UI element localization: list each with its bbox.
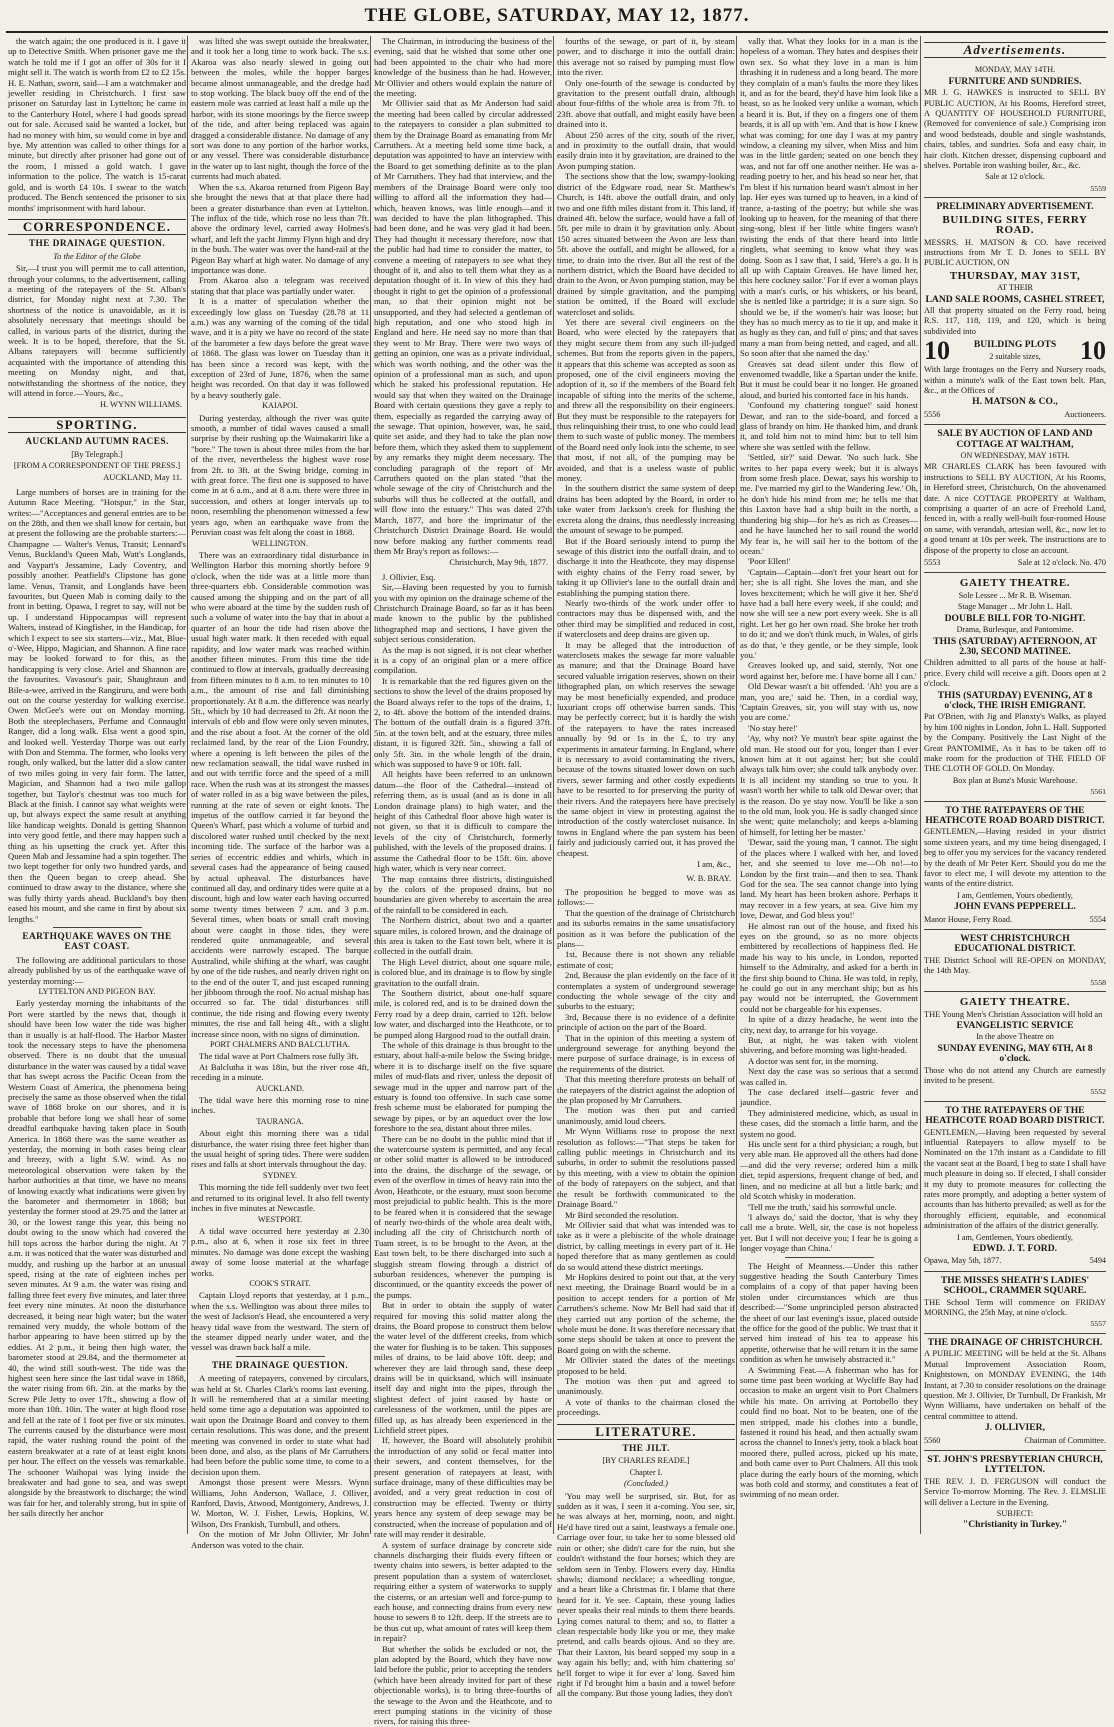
earthquake-intro: The following are additional particulars to those already published by us of the earthquake wave of yesterday morning:— bbox=[8, 954, 186, 986]
heathcote-pepperell-ad bbox=[924, 802, 1106, 930]
ad-title: TO THE RATEPAYERS OF THE HEATHCOTE ROAD BOARD DISTRICT. bbox=[925, 1104, 1105, 1127]
ad-ref: 5560 bbox=[924, 1435, 941, 1445]
story-chapter: Chapter I. bbox=[629, 1467, 663, 1477]
drainage-letter-heading: THE DRAINAGE QUESTION. bbox=[28, 239, 166, 250]
article-paragraph: The Chairman, in introducing the business of the evening, said that he wished that some other one had been appointed to the chair who had more knowledge of the business than he had. However, Mr Ollivier and others would explain the nature of the meeting. bbox=[374, 36, 552, 99]
article-paragraph: The Southern district, about one-half square mile, is colored red, and is to be drained down the Ferry road by a deep drain, carried to 12ft. below low water, and discharged into the Heathcote, or to be pumped along Hargood road to the outfall drain. bbox=[374, 987, 552, 1040]
article-paragraph: In the southern district the same system of deep drains has been adopted by the Board, in order to take water from Jackson's creek for flushing the excreta along the drains, thus needlessly increasing the amount of sewage to be pumped. bbox=[557, 483, 735, 536]
ad-subject-label: SUBJECT: bbox=[996, 1508, 1034, 1518]
masthead-title: THE GLOBE, SATURDAY, MAY 12, 1877. bbox=[364, 5, 750, 26]
article-paragraph: As the map is not signed, it is not clear whether it is a copy of an original plan or a mere office compilation. bbox=[374, 644, 552, 676]
ad-footer bbox=[924, 557, 1106, 569]
ad-footer bbox=[924, 914, 1106, 926]
ad-body: All that property situated on the Ferry road, being R.S. 117, 118, 119, and 120, which is being subdivided into bbox=[924, 305, 1106, 336]
ad-day: MONDAY, MAY 14TH. bbox=[974, 65, 1056, 75]
article-paragraph: The motion was then put and carried unanimously, amid loud cheers. bbox=[557, 1105, 735, 1126]
article-paragraph: 3rd, Because there is no evidence of a definite principle of action on the part of the Board. bbox=[557, 1011, 735, 1033]
article-paragraph: It may be alleged that the introduction of waterclosets makes the sewage far more valuable as manure; and that the Drainage Board have secured valuable irrigation reserves, shown on their lithographed plan, on which reserves the sewage may be most beneficially expended, and produce luxuriant crops off otherwise barren sands. This may be perfectly correct; but it is hardly the wish of the ratepayers to have the rates increased annually by 9d or 1s in the £, to try any experiments in amateur farming. In England, where it is necessary to avoid contaminating the rivers, because of the towns situated lower down on such rivers, sewer farming and other costly expedients have to be resorted to for preserving the purity of their rivers. And the ratepayers here have precisely the same object in view in protesting against the introduction of the costly watercloset nuisance. In towns in England where the pan system has been fairly and judiciously carried out, it has proved the cheapest. bbox=[557, 639, 735, 858]
story-paragraph: Next day the case was so serious that a second was called in. bbox=[740, 1066, 918, 1087]
ad-at: AT THEIR bbox=[997, 283, 1033, 293]
news-item: The Height of Meanness.—Under this rather suggestive heading the South Canterbury Times complains of a copy of that paper having been stolen under circumstances which are thus described:—"Some unprincipled person abstracted the sheet of our last evening's issue, placed outside the office for the good of the public. We trust that it served him instead of his tea to appease his appetite, otherwise that he will return it in the same condition as when he unwisely abstracted it." bbox=[740, 1260, 918, 1365]
article-paragraph: From Akaroa also a telegram was received stating that that place was partially under water. bbox=[191, 275, 369, 296]
article-paragraph: On the motion of Mr John Ollivier, Mr John Anderson was voted to the chair. bbox=[191, 1529, 369, 1550]
ad-ref: 5494 bbox=[1089, 1256, 1106, 1266]
article-paragraph: That this meeting therefore protests on behalf of the ratepayers of the district against the adoption of the plan proposed by Mr Carruthers. bbox=[557, 1074, 735, 1106]
ad-subject: "Christianity in Turkey." bbox=[962, 1519, 1068, 1531]
telegraph-note: [By Telegraph.] bbox=[71, 449, 123, 459]
story-paragraph: Old Dewar wasn't a bit offended. 'Ah! you are a man, you are,' said he. Then, in a cordial way, 'Captain Greaves, sir, you will stay with us, now you are come.' bbox=[740, 681, 918, 723]
ad-manager: Stage Manager ... Mr John L. Hall. bbox=[957, 602, 1073, 612]
waltham-ad bbox=[924, 425, 1106, 573]
article-paragraph: The High Level district, about one square mile, is colored blue, and its drainage is to flow by single gravitation to the outfall drain. bbox=[374, 956, 552, 988]
literature-heading: LITERATURE. bbox=[557, 1424, 735, 1440]
ad-kinds: Drama, Burlesque, and Pantomime. bbox=[956, 625, 1074, 635]
story-text: 'You may well be surprised, sir. But, for as sudden as it was, I seen it a-coming. You see, sir, he was always at her, morning, noon, and night. He'd have tired out a saint, leastways a female one. Carriage over four, to take her to some blessed old ruin or other; she didn't care for the ruin, but she couldn't withstand the four horses; which they are seldom seen in Tenby. Flowers every day. Hindia shawls; diamond necklace; a wheedling tongue, and a heart like a Christmas fir. I blame that there heard for it. Ye see. Captain, these young ladies never speaks their real minds to them there beards. Lying comes natural to them; and so, to flatter a clean respectable body like you or me, they make pretend, and calls beards ojious. And so they are. That their Laxton, his beard sopped my soup in a way again his belly; and, with him chattering so' he'll forget to wipe it for ever a' long. Saved him right if I'd brought him a basin and a towel before all the company. But those young ladies, they don't bbox=[557, 1490, 735, 1699]
article-paragraph: The proposition he begged to move was as follows:— bbox=[557, 886, 735, 908]
article-paragraph: If, however, the Board will absolutely prohibit the introduction of any solid or fecal matter into their sewers, and content themselves, for the present generation of ratepayers at least, with surface drainage, many of these difficulties may be avoided, and a very great reduction in cost of construction may be effected. Twenty or thirty years hence any system of deep sewage may be constructed, when the increase of population and of rate will may render it desirable. bbox=[374, 1435, 552, 1540]
furniture-ad bbox=[924, 61, 1106, 198]
ad-place: LAND SALE ROOMS, CASHEL STREET, bbox=[925, 293, 1105, 305]
ad-signature: H. MATSON & CO., bbox=[972, 396, 1058, 408]
races-heading: AUCKLAND AUTUMN RACES. bbox=[25, 437, 169, 448]
letter-signature: W. B. BRAY. bbox=[686, 873, 731, 883]
article-paragraph: The map contains three districts, distinguished by the colors of the proposed drains, but no boundaries are given whereby to ascertain the area of the rainfall to be considered in each. bbox=[374, 873, 552, 915]
story-paragraph: vally that. What they looks for in a man is the hopeless of a woman. They hates and despises their own sex. So what they love in a man is him thrashing it in rudeness and a long beard. The more they complain of a man's faults the more they likes it, and as for the beard, they'd have him look like a beast, so as he looked very unlike a woman, which a beard it is. But, if they on a fingers one of them beards, it is all up with 'em. And that is how I knew what was coming; for one day I was at my pantry window, a cleaning my silver, when Miss and him was in the little garden; seated on one bench they was, and not far off one another neither. He was a-reading poetry to her, and his head so near her, that I'm blest if his turnation beard wasn't almost in her lap. Her eyes was turned up to heaven, in a kind of trance, a-tasting of the poetry; but while she was looking up to heaven, for the meaning of that there sing-song, blest if her little white fingers wasn't twisting the ends of that there beard into little ringlets, what seeming to know what they was doing. Soon as I saw that, I said, 'Here's a go. It is all up with Captain Greaves. He have limed her, this here cockney sailor.' For if ever a woman plays with a man's curls, or his whiskers, or his beard, she is nettled like a partridge; it is a sure sign. So should we be, if the women's hair was loose; but they has so much mercy as to tie it up, and make it as hugly as they can, and full o' pins; and that saves many a man from being netted, and caged, and all. So soon after that she named the day.' bbox=[740, 36, 918, 359]
ad-title: FURNITURE AND SUNDRIES. bbox=[948, 75, 1082, 87]
letter-addressee: To the Editor of the Globe bbox=[53, 251, 141, 261]
ad-ref: 5553 bbox=[924, 558, 941, 568]
kaiapoi-subheading: KAIAPOI. bbox=[262, 401, 298, 411]
ad-footer bbox=[924, 1255, 1106, 1267]
ad-title: PRELIMINARY ADVERTISEMENT. bbox=[936, 201, 1094, 213]
article-paragraph: fourths of the sewage, or part of it, by steam power, and to discharge it into the outfall drain: this average not so raised by pumping must flow into the river. bbox=[557, 36, 735, 78]
plots-sub: 2 suitable sizes, bbox=[989, 351, 1041, 361]
plots-label: BUILDING PLOTS bbox=[973, 339, 1057, 351]
wellington-subheading: WELLINGTON. bbox=[251, 538, 308, 548]
gaiety-theatre-ad bbox=[924, 573, 1106, 801]
story-title: THE JILT. bbox=[622, 1444, 670, 1455]
article-paragraph: 1st, Because there is not shown any reliable estimate of cost; bbox=[557, 949, 735, 970]
dateline: AUCKLAND, May 11. bbox=[103, 473, 182, 483]
column-divider bbox=[370, 36, 371, 1534]
heathcote-ford-ad bbox=[924, 1102, 1106, 1272]
ad-lessee: Sole Lessee ... Mr R. B. Wiseman. bbox=[958, 590, 1072, 600]
plots-row bbox=[924, 338, 1106, 364]
ad-time: Sale at 12 o'clock. bbox=[985, 172, 1045, 182]
column-divider bbox=[553, 36, 554, 1534]
ad-ref: 5558 bbox=[1090, 977, 1106, 987]
article-paragraph: A system of surface drainage by concrete side channels discharging their fluids every fifteen or twenty chains into sewers, is better adapted to the present population than a system of watercloset, requiring either a system of waterworks to supply the cisterns, or an artesian well and force-pump to each house, and connecting drains from every new house to sewers 8 to 12ft. deep. If the streets are to be thus cut up, what amount of rates will keep them in repair? bbox=[374, 1539, 552, 1644]
ad-body: THE REV. J. D. FERGUSON will conduct the Service To-morrow Morning. The Rev. J. ELMSLIE will deliver a Lecture in the Evening. bbox=[924, 1476, 1106, 1507]
ad-bill: DOUBLE BILL FOR TO-NIGHT. bbox=[944, 612, 1086, 624]
auckland-subheading: AUCKLAND. bbox=[256, 1083, 304, 1093]
column-divider bbox=[920, 36, 921, 1534]
ad-body: MR CHARLES CLARK has been favoured with instructions to SELL BY AUCTION, At his Rooms, in Hereford street, Christchurch, On the abovenamed date. A nice COTTAGE PROPERTY at Waltham, comprising a quarter of an acre of Freehold Land, fenced in, with a really well-built four-roomed House on same, with verandah, artesian well, &c., now let to a good tenant at 10s per week. The instructions are to dispose of the property to close an account. bbox=[924, 462, 1106, 555]
ad-closing: I am, Gentlemen, Yours obediently, bbox=[957, 1232, 1073, 1242]
chalmers-subheading: PORT CHALMERS AND BALCLUTHA. bbox=[210, 1040, 350, 1049]
article-paragraph: 2nd, Because the plan evidently on the face of it contemplates a system of underground sewerage conducting the whole sewage of the city and suburbs to the estuary; bbox=[557, 970, 735, 1012]
column-1 bbox=[8, 36, 186, 1534]
ad-footer bbox=[924, 409, 1106, 421]
story-paragraph: 'Tell me the truth,' said his sorrowful uncle. bbox=[748, 1201, 897, 1212]
plot-count-right: 10 bbox=[1080, 336, 1106, 366]
correspondent-note: [FROM A CORRESPONDENT OF THE PRESS.] bbox=[13, 461, 181, 471]
article-paragraph: There can be no doubt in the public mind that if the watercourse system is permitted, and any fecal or other solid matter is allowed to be introduced into the drains, the discharge of the sewage, or even of the overflow in times of heavy rain into the Avon, Heathcote, or the estuary, must soon become most prejudicial to public health. This is the more to be feared when it is considered that the sewage of nearly two-thirds of the whole area dealt with, including all the city of Christchurch north of Tuam street, is to be brought to the Avon, at the East town belt, to be there discharged into such a sluggish stream flowing through a district of suburban residences, whenever the pumping is discontinued, or the quantity exceeds the power of the pumps. bbox=[374, 1133, 552, 1300]
story-paragraph: 'Ay, why not? Ye mustn't bear spite against the old man. He stood out for you, longer than I ever known him at it out against her; but she could always talk him over; she could talk anybody over. It is all incident my standing so true to you. It wasn't worth her while to talk old Dewar over; that is the reason. Do ye stay now. You'll be like a son to the old man, look you. He is sadly changed since she went; quite melancholy; and keeps a-blaming of himself, for letting her be master.' bbox=[740, 733, 918, 837]
ad-ref: 5556 bbox=[924, 409, 941, 419]
article-paragraph: The Northern district, about two and a quarter square miles, is colored brown, and the drainage of this area is taken to the East town belt, where it is collected in the outfall drain. bbox=[374, 915, 552, 957]
article-paragraph: About eight this morning there was a tidal disturbance, the water rising three feet higher than the usual height of spring tides. There were sudden rises and falls at short intervals throughout the day. bbox=[191, 1128, 369, 1170]
ad-date: ON WEDNESDAY, MAY 16TH. bbox=[960, 451, 1070, 460]
article-paragraph: Mr Ollivier stated the dates of the meetings proposed to be held. bbox=[557, 1355, 735, 1376]
ad-body: In the above Theatre on bbox=[976, 1032, 1054, 1042]
article-paragraph: But if the Board seriously intend to pump the sewage of this district into the outfall drain, and to discharge it into the Heathcote, they may dispense with eighty chains of the Ferry road sewer, by taking it up Ollivier's lane to the outfall drain and establishing the pumping station there. bbox=[557, 535, 735, 598]
ad-title: THE MISSES SHEATH'S LADIES' SCHOOL, CRAMMER SQUARE. bbox=[940, 1274, 1090, 1297]
tauranga-subheading: TAURANGA. bbox=[256, 1116, 304, 1126]
article-paragraph: Sir,—Having been requested by you to furnish you with my opinion on the drainage scheme of the Christchurch Drainage Board, so far as it has been made known to the public by the published lithographed map and sections, I have given the subject serious consideration. bbox=[374, 582, 552, 645]
ad-role: Chairman of Committee. bbox=[1024, 1435, 1106, 1445]
ad-address: Opawa, May 5th, 1877. bbox=[924, 1256, 1002, 1266]
plot-count-left: 10 bbox=[924, 336, 950, 366]
divider bbox=[785, 1257, 874, 1258]
article-paragraph: But in order to obtain the supply of water required for moving this solid matter along the drains, the Board propose to construct them below the water level of the different creeks, from which the water for flushing is to be taken. This supposes miles of drains, to be laid above 10ft. deep; and wherever they are laid through sand, these deep drains will be in quicksand, which will insinuate itself day and night into the pipes, through the slightest defect of joint caused by haste or carelessness of the workmen, until the pipes are filled up, as has already been experienced in the Lichfield street pipes. bbox=[374, 1300, 552, 1436]
lyttelton-subheading: LYTTELTON AND PIGEON BAY. bbox=[38, 986, 156, 996]
report-dateline: Christchurch, May 9th, 1877. bbox=[449, 558, 548, 568]
article-paragraph: The motion was then put and agreed to unanimously. bbox=[557, 1376, 735, 1397]
story-paragraph: Greaves looked up, and said, sternly, 'Not one word against her, before me. I have borne all I can.' bbox=[740, 660, 918, 681]
story-paragraph: 'Poor Ellen!' bbox=[748, 556, 791, 567]
article-paragraph: That in the opinion of this meeting a system of underground sewerage for anything beyond the mere purpose of surface drainage, is in excess of the requirements of the district. bbox=[557, 1032, 735, 1074]
building-sites-ad bbox=[924, 198, 1106, 425]
lyttelton-text: Early yesterday morning the inhabitants of the Port were startled by the news that, though it should have been low water the tide was higher than it usually is at half-flood. The Harbor Master took the necessary steps to have the phenomena observed. There is no doubt that the unusual disturbance in the water was caused by a tidal wave that has swept across the Pacific Ocean from the Western Coast of America, the phenomena being precisely the same as those observed when the tidal wave of 1868 broke on our shores, and it is probable that before long we shall hear of some dreadful earthquake having taken place in South America. In 1868 there was the same weather as yesterday, the morning in both cases being clear and breezy, with a light S.W. wind. As no meteorological observation were taken by the harbor authorities at that time, we have no means of knowing exactly what indications were given by the barometer and thermometer in 1868; but yesterday the former stood at 29.75 and the latter at 30, or the lowest range this year, this being no doubt owing to the snow which had covered the hill tops across the harbor during the night. At 7 a.m. it was noticed that the water was disturbed and muddy, and rushing up the harbor at an unusual speed, rising at the rate of eighteen inches per seven minutes. At 9 a.m. the water was rising and falling three feet every five minutes, and later three feet every nine minutes. At noon the disturbance decreased, it being near high water; but the water remained very muddy, the whole bottom of the harbor appearing to have been stirred up by the eddies. At 2 p.m., it being then high water, the barometer stood at 29.84, and the thermometer at 40, the wind still south-west. The tide was the highest seen here since the last tidal wave in 1868, the water rising from 6ft. 2in. at the marks by the Screw Pile Jetty to over 17ft., showing a flow of more than 10ft. 10in. The water at high flood rose and fell at the rate of 1 foot per five or six minutes. The currents caused by the disturbance were most rapid, the water rushing round the point of the eastern breakwater at a rate of at least eight knots per hour. The effect on the vessels was remarkable. The schooner Waihopai was lying inside the breakwater and had gone to sea, and was swept alongside by the breastwork to discharge; the wind was fair for her, and tolerably strong, but in spite of her sails directly her anchor bbox=[8, 998, 186, 1519]
article-paragraph: During yesterday, although the river was quite smooth, a number of tidal waves caused a small surprise by their rushing up the Waimakariri like a "bore." The town is about three miles from the bar of the river, nevertheless the highest wave rose from 2ft. to 3ft. at the Swing bridge, coming in with great force. The first one is supposed to have come in at 6 a.m., and at 8 a.m. there were three in succession, and others at longer intervals up to noon, resembling the phenomenon witnessed a few years ago, when an earthquake wave from the Peruvian coast was felt along the coast in 1868. bbox=[191, 412, 369, 538]
article-paragraph: The tidal wave at Port Chalmers rose fully 3ft. bbox=[199, 1051, 359, 1062]
article-paragraph: This morning the tide fell suddenly over two feet and returned to its original level. It also fell twenty inches in five minutes at Newcastle. bbox=[191, 1182, 369, 1214]
ad-footer bbox=[924, 1435, 1106, 1447]
article-paragraph: Amongst those present were Messrs. Wynn Williams, John Anderson, Wallace, J. Olliver, Ranford, Davis, Atwood, Montgomery, Andrews, J. W. Morton, W. J. Fisher, Lewis, Hopkins, W. Wilson, Drs Frankish, Turnbull, and others. bbox=[191, 1477, 369, 1529]
ad-title: GAIETY THEATRE. bbox=[959, 996, 1071, 1009]
article-paragraph: Mr Hopkins desired to point out that, at the very next meeting, the Drainage Board would be in a position to accept tenders for a portion of Mr Carruthers's scheme. Now Mr Bell had said that if they carried out any portion of the scheme, the whole must be done. It was therefore necessary that some steps should be taken at once to prevent the Board going on with the scheme. bbox=[557, 1271, 735, 1355]
ad-subtitle: BUILDING SITES, FERRY ROAD. bbox=[942, 213, 1088, 237]
ad-ref: 5559 bbox=[1090, 183, 1106, 193]
ad-body: THE Young Men's Christian Association will hold an bbox=[924, 1009, 1103, 1019]
presbyterian-church-ad bbox=[924, 1451, 1106, 1535]
evangelistic-service-ad bbox=[924, 992, 1106, 1102]
ad-body: MR J. G. HAWKES is instructed to SELL BY PUBLIC AUCTION, At his Rooms, Hereford street, A QUANTITY OF HOUSEHOLD FURNITURE, (Removed for convenience of sale.) Comprising iron and wood bedsteads, double and single washstands, chairs, tables, and sundries. Sofa and easy chair, in hair cloth. Kitchen dresser, dispensing cupboard and shelves. Portable iron washing boiler, &c., &c. bbox=[924, 88, 1106, 171]
divider bbox=[236, 1356, 325, 1357]
story-paragraph: 'No stay here!' bbox=[748, 722, 798, 733]
ladies-school-ad bbox=[924, 1272, 1106, 1334]
ad-title: SALE BY AUCTION OF LAND AND COTTAGE AT WALTHAM, bbox=[937, 428, 1093, 450]
column-5 bbox=[740, 36, 918, 1534]
story-paragraph: 'I always do,' said the doctor, 'that is why they call me a brute. Well, sir, the case is not hopeless yet. But I will not deceive you; I fear he is going a longer voyage than China.' bbox=[740, 1211, 918, 1254]
article-paragraph: But whether the solids be excluded or not, the plan adopted by the Board, which they have now laid before the public, prior to accepting the tenders (which have been already invited for part of these objectionable works), is to bring three-fourths of the sewage to the Avon and the Heathcote, and to erect pumping stations in the vicinity of those rivers, for raising this three- bbox=[374, 1643, 552, 1727]
ad-date: THURSDAY, MAY 31ST, bbox=[949, 269, 1081, 282]
ad-signature: J. OLLIVIER, bbox=[985, 1422, 1045, 1434]
article-paragraph: All heights have been referred to an unknown datum—the floor of the Cathedral—instead of referring them, as is usual (and as is done in all London drainage plans) to high water, and the height of this Cathedral floor above high water is not given, so that it is difficult to compare the levels of the city of Christchurch, formerly published, with the levels of the proposed drains. I assume the Cathedral floor to be 15ft. 6in. above high water, which is very near correct. bbox=[374, 769, 552, 874]
ad-signature: JOHN EVANS PEPPERELL. bbox=[954, 901, 1076, 913]
ad-date: SUNDAY EVENING, MAY 6TH, At 8 o'clock. bbox=[937, 1042, 1093, 1065]
news-item: A Swimming Feat.—A fisherman who has for some time past been working at Wycliffe Bay had occasion to make an urgent visit to Port Chalmers while his mate. On arriving at Portobello they could find no boat. Not to be beaten, one of the men stripped, made his clothes into a bundle, fastened it round his head, and then actually swam across the channel to Innes's jetty, took a black boat moored there, pulled across, picked up his mate, and both came over to Port Chalmers. All this took place during the early hours of the morning, which was both cold and stormy, and constitutes a feat of swimming of no mean order. bbox=[740, 1364, 918, 1500]
ad-closing: I am, Gentlemen, Yours obediently, bbox=[957, 890, 1073, 900]
court-report-text: the watch again; the one produced is it. I gave it up to Detective Smith. When prisoner gave me the watch he told me if I got an offer of 30s for it I might sell it. The watch is worth from £2 to £2 15s. H. E. Nathan, sworn, said—I am a watchmaker and jeweller residing in Christchurch. I first saw prisoner on Saturday last in Lyttelton; he came in to the Canterbury Hotel, where I had goods spread out for sale. Accused said he wanted a locket, but had no money with him, so would come in bye and bye. My attention was called to other things for a minute, but directly after prisoner had gone out of the room, I missed a gold watch. I gave information to the police. The watch is 15-carat gold, and is worth £4 10s. I swear to the watch produced. The Bench sentenced the prisoner to six months' imprisonment with hard labour. bbox=[8, 36, 186, 213]
letter-signature: H. WYNN WILLIAMS. bbox=[99, 400, 182, 410]
article-paragraph: When the s.s. Akaroa returned from Pigeon Bay she brought the news that at that place there had been a greater disturbance than even at Lyttelton. The influx of the tide, which rose no less than 7ft. above the ordinary level, carried away Holmes's wharf, and left the yacht Jimmy Flynn high and dry in the bush. The water was over the hand-rail at the Pigeon Bay wharf at high water. No damage of any importance was done. bbox=[191, 181, 369, 275]
article-paragraph: That the question of the drainage of Christchurch and its suburbs remains in the same unsatisfactory position as it was before the publication of the plans— bbox=[557, 907, 735, 949]
article-paragraph: Nearly two-thirds of the work under offer to contractors may thus be dispensed with, and the other third may be simplified and reduced in cost, if waterclosets and deep drains are given up. bbox=[557, 597, 735, 640]
west-christchurch-school-ad bbox=[924, 930, 1106, 992]
article-paragraph: At Balclutha it was 18in, but the river rose 4ft, receding in a minute. bbox=[191, 1061, 369, 1083]
article-paragraph: The sections show that the low, swampy-looking district of the Edgware road, near St. Matthew's Church, is 14ft. above the outfall drain, and only two and one fifth miles distant from it. This land, if drained 4ft. below the surface, would have a fall of 5ft. per mile to drain it by gravitation only. About 150 acres situated between the Avon are less than 5ft. above the outfall, and might be allowed, for a time, to drain into the river. But all the rest of the northern district, which the Board have decided to drain to the Avon, or Avon pumping station, may be drained by simple gravitation, and the pumping station be omitted, if the Board will exclude watercloset and solids. bbox=[557, 171, 735, 317]
earthquake-heading: EARTHQUAKE WAVES ON THE EAST COAST. bbox=[22, 931, 172, 953]
ad-time: Sale at 12 o'clock. No. 470 bbox=[1017, 558, 1106, 568]
ad-body: Children admitted to all parts of the house at half-price. Every child will receive a gift. Doors open at 2 o'clock. bbox=[924, 658, 1106, 689]
story-paragraph: They administered medicine, which, as usual in these cases, did the stomach a little harm, and the system no good. bbox=[740, 1107, 918, 1139]
ad-service: EVANGELISTIC SERVICE bbox=[956, 1019, 1074, 1031]
ad-body: A PUBLIC MEETING will be held at the St. Albans Mutual Improvement Association Room, Knightstown, on MONDAY EVENING, the 14th Instant, at 7.30 to consider resolutions on the drainage question. Mr J. Ollivier, Dr Turnbull, Dr Frankish, Mr Wynn Williams, have undertaken on behalf of the central committee to attend. bbox=[924, 1349, 1106, 1421]
ad-body: Those who do not attend any Church are earnestly invited to be present. bbox=[924, 1065, 1106, 1085]
article-paragraph: Yet there are several civil engineers on the Board, who were elected by the ratepayers that they might secure them from any such ill-judged schemes. But from the reports given in the papers, it appears that this scheme was accepted as soon as proposed, one of the civil engineers moving the adoption of it, so if the members of the Board felt incapable of sifting into the merits of the scheme, and threw all the responsibility on their engineers. But they must be responsible to the ratepayers for thus relinquishing their trust, to one who could lead them to such waste of public money. The members of the Board need only look into the scheme, to see that most, if not all, of the pumping may be avoided, and that is a useless waste of public money. bbox=[557, 316, 735, 484]
article-paragraph: It is remarkable that the red figures given on the sections to show the level of the drains proposed by the Board always refer to the tops of the drains, 1, 2, to 4ft. above the bottom of the intended drains. The bottom of the outfall drain is a figured 37ft. 5in. at the town belt, and at the estuary, three miles distant, it is figured 32ft. 5in., showing a fall of only 5ft. 3in. in the whole length of the drain, which was supposed to have 9 or 10ft. fall. bbox=[374, 675, 552, 770]
report-addressee: J. Ollivier, Esq. bbox=[382, 571, 436, 582]
story-paragraph: He almost ran out of the house, and fixed his eyes on the ground, so as no more objects embittered by recollections of happiness fled. He made his way to his uncle, in London, reported himself to the Admiralty, and asked for a berth in the first ship bound to China. He was told, in reply, he could go out in any merchant ship; but as his pay would not be interrupted, the Government could not be chargeable for his expenses. bbox=[740, 920, 918, 1014]
article-paragraph: A vote of thanks to the chairman closed the proceedings. bbox=[557, 1396, 735, 1418]
letter-closing: I am, &c., bbox=[697, 860, 731, 870]
story-paragraph: 'Confound my chattering tongue!' said honest Dewar, and ran to the side-board, and forced a glass of brandy on him. He thanked him, and drank it, and told him not to mind him: but to tell him where she was settled with the fellow. bbox=[740, 400, 918, 452]
story-paragraph: His uncle sent for a third physician; a rough, but very able man. He approved all the others had done—and did the very reverse; ordered him a milk diet, tepid aspersions, frequent change of bed, and linen, and no medicine at all but a little bark; and old Scotch whisky in moderation. bbox=[740, 1139, 918, 1202]
divider bbox=[53, 927, 142, 928]
story-paragraph: Greaves sat dead silent under this flow of envenomed twaddle, like a Spartan under the knife. But it must be could bear it no longer. He groaned aloud, and buried his contorted face in his hands. bbox=[740, 358, 918, 400]
ad-evening: THIS (SATURDAY) EVENING, AT 8 o'clock, THE IRISH EMIGRANT. bbox=[937, 689, 1093, 711]
article-paragraph: A meeting of ratepayers, convened by circulars, was held at St. Charles Clark's rooms last evening. It will be remembered that at a similar meeting held some time ago a deputation was appointed to wait upon the Drainage Board and convey to them certain resolutions. This was done, and the present meeting was convened in order to state what had been done, and also, as the plans of Mr Carruthers had been before the public some time, to come to a decision upon them. bbox=[191, 1373, 369, 1477]
ad-body: GENTLEMEN,—Having resided in your district some sixteen years, and my time being disengaged, I beg to offer you my services for the vacancy rendered by the death of Mr Peter Kerr. Should you do me the favor to elect me, I will devote my attention to the wants of the entire district. bbox=[924, 827, 1106, 889]
article-paragraph: A tidal wave occurred here yesterday at 2.30 p.m., also at 6, when it rose six feet in three minutes. No damage was done except the washing away of some loose material at the wharfage works. bbox=[191, 1225, 369, 1278]
ad-ref: 5561 bbox=[1090, 787, 1106, 797]
story-concluded: (Concluded.) bbox=[624, 1479, 668, 1489]
ad-role: Auctioneers. bbox=[1064, 409, 1106, 419]
ad-body: GENTLEMEN,—Having been requested by several influential Ratepayers to allow myself to be Nominated on the 17th instant as a Candidate to fill the vacant seat at the Board, I beg to state I shall have much pleasure in doing so. If elected, I shall consider it my duty to promote measures for collecting the rates more promptly, and adopting a better system of accounts than has hitherto prevailed; as well as for the thoroughly efficient, equitable, and economical administration of the affairs of the district generally. bbox=[924, 1127, 1106, 1231]
article-paragraph: Captain Lloyd reports that yesterday, at 1 p.m., when the s.s. Wellington was about three miles to the west of Jackson's Head, she encountered a very heavy tidal wave from the westward. The stern of the steamer dipped nearly under water, and the vessel was drawn back half a mile. bbox=[191, 1290, 369, 1353]
ad-title: THE DRAINAGE OF CHRISTCHURCH. bbox=[927, 1336, 1103, 1348]
ad-title: GAIETY THEATRE. bbox=[959, 577, 1071, 590]
article-paragraph: There was an extraordinary tidal disturbance in Wellington Harbor this morning shortly before 9 o'clock, when the tide was at a little more than three-quarters ebb. Considerable commotion was caused among the shipping and on the part of all who were aboard at the time by the sudden rush of such a volume of water into the bay that in about a quarter of an hour the tide had risen above the usual high water mark. It then receded with equal rapidity, and low water mark was reached within another fifteen minutes. From this time the tide continued to flow at intervals, gradually decreasing from fifteen minutes to 8 a.m. to ten minutes to 10 a.m., the amount of rise and fall diminishing proportionately. At 8 a.m. the difference was nearly 5ft., which by 10 had decreased to 2ft. At noon the intervals of ebb and flow were only seven minutes, and the rise about a foot. At the corner of the old reclaimed land, by the rear of the Lion Foundry, where a opening is left between the piles of the new reclamation seawall, the tidal wave rushed in and out with terrific force and the speed of a mill race. When the rush was at its strongest the masses of water rolled in as a big wave between the piles, running at the rate of seven or eight knots. The impetus of the outflow carried it far beyond the Queen's Wharf, past which a volume of turbid and discolored water rushed until checked by the next incoming tide. The surface of the harbor was a series of eccentric eddies and whirls, which in several cases had the appearance of being caused by actual upheaval. The disturbances have continued all day, and ordinary tides were quite at a discount, high and low water each having occurred some twenty times between 7 a.m. and 3 p.m. Several times, when boats or small craft moving about were caught in those tides, they were rendered quite unmanageable, and several accidents were narrowly escaped. The barque Australind, while shifting at the wharf, was caught by one of the tide rushes, and nearly driven right on to the end of the outer T, and just escaped running her jibboom through the roof. No actual mishap has occurred so far. The tidal disturbances still continue, the tide rising and flowing every twenty minutes, the rise and fall being 4ft., with a slight increase since noon, with no signs of diminution. bbox=[191, 549, 369, 1039]
article-paragraph: About 250 acres of the city, south of the river, and in proximity to the outfall drain, that would easily drain into it by gravitation, are drained to the Avon pumping station. bbox=[557, 129, 735, 171]
ad-ref: 5557 bbox=[1090, 1319, 1106, 1329]
sydney-subheading: SYDNEY. bbox=[262, 1170, 298, 1180]
story-paragraph: A doctor was sent for, in the morning. bbox=[748, 1055, 879, 1066]
ad-ref: 5552 bbox=[1090, 1087, 1106, 1097]
drainage-meeting-ad bbox=[924, 1334, 1106, 1451]
column-divider bbox=[187, 36, 188, 1534]
correspondence-heading: CORRESPONDENCE. bbox=[8, 219, 186, 235]
story-paragraph: In spite of a dizzy headache, he went into the city, next day, to arrange for his voyage. bbox=[740, 1014, 918, 1035]
ad-body: THE School Term will commence on FRIDAY MORNING, the 25th May, at nine o'clock. bbox=[924, 1297, 1106, 1318]
westport-subheading: WESTPORT. bbox=[257, 1214, 303, 1224]
story-paragraph: The case declared itself—gastric fever and jaundice. bbox=[740, 1087, 918, 1108]
ad-body: With large frontages on the Ferry and Nursery roads, within a minute's walk of the East town belt. Plan, &c., at the Offices of bbox=[924, 365, 1106, 395]
cooks-strait-subheading: COOK'S STRAIT. bbox=[249, 1278, 311, 1288]
article-paragraph: was lifted she was swept outside the breakwater, and it took her a long time to work back. The s.s. Akaroa was also nearly slewed in going out between the moles, while the hopper barges became almost unmanageable, and the dredge had to stop working. The black buoy off the end of the eastern mole was carried at least half a mile up the harbor, with its stone moorings by the fierce sweep of the tide, and after being replaced was again dragged a considerable distance. No damage of any sort was done to any portion of the harbor works, or any vessel. There was considerable disturbance in the water up to last night, though the force of the currents had much abated. bbox=[191, 36, 369, 182]
article-paragraph: The whole of this drainage is thus brought to the estuary, about half-a-mile below the Swing bridge, where it is to discharge itself on the five square miles of mud-flats and river, unless the deposit of sewage mud in the upper and narrow part of the estuary is found too offensive. In such case some fresh scheme must be elaborated for pumping the sewage by pipes, or by an aqueduct over the low foreshore to the sea, distant about three miles. bbox=[374, 1040, 552, 1134]
story-paragraph: 'Dewar, said the young man, 'I cannot. The sight of the places where I walked with her, and loved her, and she seemed to love me—Oh no!—to London by the first train—and then to sea. Thank God for the sea. The sea cannot change into lying land. My heart has been broken ashore. Perhaps it may recover in a few years, at sea. Give him my love, Dewar, and God bless you!' bbox=[740, 837, 918, 921]
ad-title: WEST CHRISTCHURCH EDUCATIONAL DISTRICT. bbox=[954, 933, 1076, 955]
ad-title: TO THE RATEPAYERS OF THE HEATHCOTE ROAD BOARD DISTRICT. bbox=[925, 804, 1105, 826]
ad-ref: 5554 bbox=[1089, 914, 1106, 924]
ad-box-plan: Box plan at Bunz's Music Warehouse. bbox=[952, 775, 1078, 785]
ad-signature: EDWD. J. T. FORD. bbox=[972, 1243, 1058, 1255]
drainage-meeting-heading: THE DRAINAGE QUESTION. bbox=[211, 1360, 349, 1371]
column-divider bbox=[736, 36, 737, 1534]
advertisements-column bbox=[924, 36, 1106, 1534]
drainage-letter-text: Sir,—I trust you will permit me to call attention, through your columns, to the advertisement, calling a meeting of the ratepayers of the St. Alban's district, for Monday night next at 7.30. The shortness of the notice is unavoidable, as it is absolutely necessary that meetings should be called, in various parts of the district, during the week. It is to be hoped, therefore, that the St. Albans ratepayers will become sufficiently acquainted with the importance of attending this meeting on Monday night, and that, notwithstanding the shortness of the notice, they will attend in force.—Yours, &c., bbox=[8, 263, 186, 398]
ad-body: MESSRS. H. MATSON & CO. have received instructions from Mr T. D. Jones to SELL BY PUBLIC AUCTION, ON bbox=[924, 237, 1106, 268]
ad-address: Manor House, Ferry Road. bbox=[924, 914, 1012, 924]
masthead-rule bbox=[6, 31, 1108, 33]
story-paragraph: But, at night, he was taken with violent shivering, and before morning was light-headed. bbox=[740, 1035, 918, 1056]
races-text: Large numbers of horses are in training for the Autumn Race Meeting. "Hotspur," in the Star, writes:—"Acceptances and general entries are to be on the 28th, and then we shall know for certain, but at present the following are the probable starters:—Champagne — Walter's Venus, Transit; Leonard's Venus, Buckland's Queen Mab, Watt's Longlands, and Vaypart's Jessamine, Lady Coventry, and possibly another. Peatfield's Clipstone has gone lame. Venus, Transit, and Longlands have been favourites, but Queen Mab is coming daily to the front in betting. Opawa, I regret to say, will not be up. I understand Hippocampus will represent Walters, instead of Kingfisher, in the Handicap, for which I expect to see six starters—viz., Mat, Blue-o'-Wee, Hippo, Magician, and Shannon. A fine race may be looked forward to for this, as the handicapping is very close. Ariel and Shannon are the favourites. Vavasour's pair, Shaughraun and Bile-a-wee, arrived in the Rangiruru, and were both out on the course yesterday for walking exercise. Owen McGee's were out on Monday morning. Both the steeplechasers, Perfume and Connaught Ranger, did a long walk. Elsa went a good spin, and looked well. Yesterday Thorpe was out early with Don and Stemma. The former, who looks very rough, only walked, but the latter did a slow canter of two miles going in very fair form. The latter, Magician, and Shannon had a two mile gallop together, but Taylor's chestnut was too much for Black at the finish. I cannot say what weights were up, but always expect the same result at anything like handicap weights. Donald is getting Shannon into very good fettle, and there may happen such a thing as his upsetting the crack yet. After this Queen Mab and Jessamine had a spin together. The two kept together for only two hundred yards, and then the Queen began to creep ahead. She continued to draw away to the distance, where she was fully thirty yards ahead. Buckland's boy then eased his mount, and she came in first by about six lengths." bbox=[8, 486, 186, 924]
article-paragraph: The tidal wave here this morning rose to nine inches. bbox=[191, 1095, 369, 1116]
article-paragraph: It is a matter of speculation whether the exceedingly low glass on Tuesday (28.78 at 11 a.m.) was any warning of the coming of the tidal wave, and it is a pity we have no record of the state of the barometer a few days before the great wave of 1868. The glass was lower on Tuesday than it has been since a record was kept, with the exception of 23rd of June, 1876, when the same height was recorded. On that day it was followed by a heavy southerly gale. bbox=[191, 296, 369, 400]
ad-body: THE District School will RE-OPEN on MONDAY, the 14th May. bbox=[924, 955, 1106, 976]
story-paragraph: 'Captain—Captain—don't fret your heart out for her; she is all right. She loves the man, and she loves hexcitement; which he will give it her. She'd have had a ball here every week, if she could; and now she will see a new port every week. She is all right. Let her go her own road. She broke her troth to do it; and we don't think much, in Wales, of girls as do that, 'e they gentle, or be they simple, look you.' bbox=[740, 566, 918, 660]
story-paragraph: 'Settled, sir?' said Dewar. 'No such luck. She writes to her papa every week; but it is always from some fresh place. Dewar, says his worship to me. I've married my girl to the Wandering Jew.' Oh, he don't hide his mind from me; he tells me that this Laxton have had a ship built in the north, a thundering big ship—for he's as rich as Creases—and he have launched her to sail round the world My fear is, he will sail her to the bottom of the ocean.' bbox=[740, 452, 918, 556]
ad-body: Pat O'Brien, with Jig and Planxty's Walks, as played by him 100 nights in London, John L. Hall. Supported by the Company. Positively the Last Night of the Great PANTOMIME, As it has to be taken off to make room for the production of THE FIELD OF THE CLOTH OF GOLD. On Monday. bbox=[924, 712, 1106, 774]
sporting-heading: SPORTING. bbox=[8, 417, 186, 433]
story-author: [BY CHARLES READE.] bbox=[602, 1456, 690, 1466]
column-2 bbox=[191, 36, 369, 1550]
ad-matinee: THIS (SATURDAY) AFTERNOON, AT 2.30, SECOND MATINEE. bbox=[933, 635, 1097, 657]
column-4 bbox=[557, 36, 735, 1699]
article-paragraph: Mr Ollivier said that what was intended was to take as it were a plebiscite of the whole drainage district, by calling meetings in every part of it. He hoped therefore that as many gentlemen as could do so would attend these district meetings. bbox=[557, 1219, 735, 1272]
advertisements-heading: Advertisements. bbox=[924, 42, 1106, 58]
article-paragraph: Mr Bird seconded the resolution. bbox=[565, 1209, 679, 1220]
column-3 bbox=[374, 36, 552, 1727]
article-paragraph: Mr Wynn Williams rose to propose the next resolution as follows:—"That steps be taken for calling public meetings in Christchurch and its suburbs, in order to submit the resolutions passed by this meeting, with a view to obtain the opinion of the body of ratepayers on the subject, and that the result be forthwith communicated to the Drainage Board." bbox=[557, 1126, 735, 1210]
article-paragraph: Mr Ollivier said that as Mr Anderson had said the meeting had been called by circular addressed to the ratepayers to consider a plan submitted to them by the Drainage Board as emanating from Mr Carruthers. At a meeting held some time back, a deputation was appointed to have an interview with the Board to get something definite as to the plan of Mr Carruthers. They had that interview, and the members of the Drainage Board were only too willing to afford all the information they had—which, heaven knows, was little enough—and it was decided to have the plan lithographed. This had been done, and he was very glad it had been. They had thought it necessary therefore, now that the public had had time to consider the matter, to convene a meeting of ratepayers to see what they thought of it, and also to tell them what they as a deputation thought of it. In view of this they had thought it right to get the opinion of a professional man, so that their opinion might not be unsupported, and they had selected a gentleman of high reputation, and one who stood high in England and here. He need say no more than that they went to Mr Bray. There were two ways of getting an opinion, one was as a private individual, which was worth nothing, and the other was the opinion of a professional man as such, and upon which he staked his professional reputation. He would say that when they waited on the Drainage Board with certain questions they gave a reply to them, especially as regarded the carrying away of the sewage. That opinion, however, was, he said, quite set aside, and they had to take the plan now before them, which they asked them to supplement by any remarks they might deem necessary. The concluding paragraph of the report of Mr Carruthers quoted on the plan stated "that the whole sewage of the city of Christchurch and the suburbs will thus be collected at the outfall, and will flow into the estuary." This was dated 27th March, 1877, and bore the imprimatur of the Christchurch District Drainage Board. He would now before making any further comments read them Mr Bray's report as follows:— bbox=[374, 98, 552, 556]
article-paragraph: Only one-fourth of the sewage is conducted by gravitation to the present outfall drain, although about four-fifths of the whole area is from 7ft. to 23ft. above that outfall, and might easily have been drained into it. bbox=[557, 77, 735, 130]
ad-title: ST. JOHN'S PRESBYTERIAN CHURCH, LYTTELTON. bbox=[927, 1453, 1103, 1476]
